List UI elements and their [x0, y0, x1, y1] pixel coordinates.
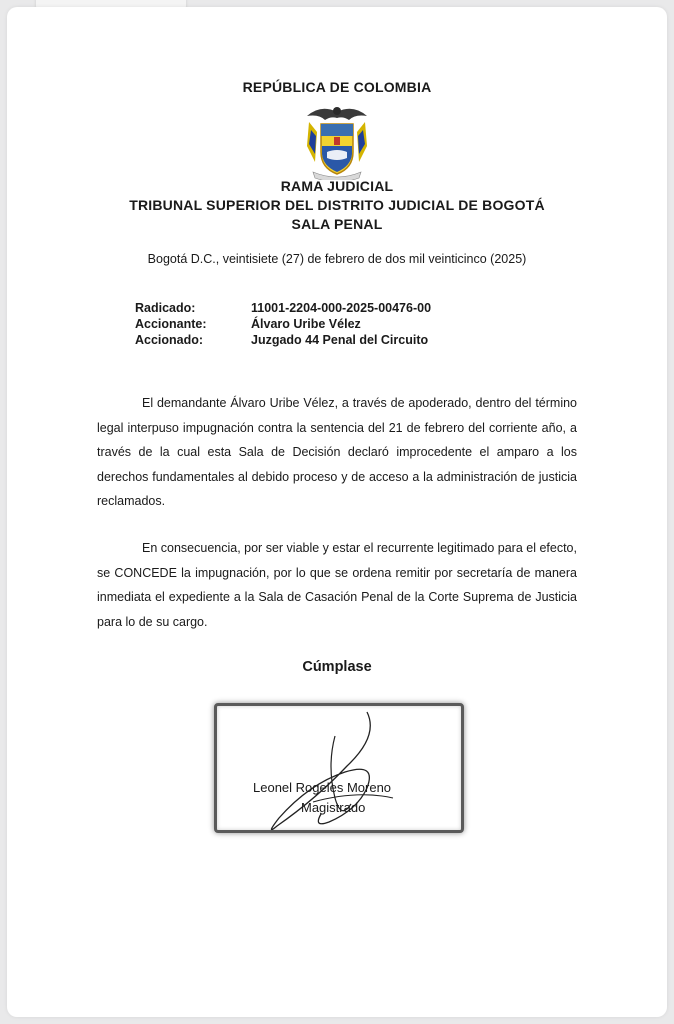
field-label: Accionado:	[135, 333, 204, 347]
closing-word: Cúmplase	[302, 659, 372, 675]
field-accionado	[135, 333, 428, 347]
field-accionante	[135, 317, 361, 331]
field-value: Juzgado 44 Penal del Circuito	[251, 333, 429, 347]
field-label: Radicado:	[135, 301, 196, 315]
field-radicado	[135, 301, 431, 315]
field-label: Accionante:	[135, 317, 207, 331]
country-heading: REPÚBLICA DE COLOMBIA	[242, 79, 432, 95]
field-value: Álvaro Uribe Vélez	[251, 317, 361, 331]
colombia-coat-of-arms-icon	[303, 102, 371, 180]
signatory-name: Leonel Rogeles Moreno	[253, 780, 392, 795]
signatory-title: Magistrado	[301, 800, 366, 815]
chamber-heading: SALA PENAL	[291, 216, 383, 232]
signature-box	[214, 703, 464, 833]
branch-heading: RAMA JUDICIAL	[280, 178, 394, 194]
date-line: Bogotá D.C., veintisiete (27) de febrero de dos mil veinticinco (2025)	[147, 252, 527, 266]
body-paragraph-2: En consecuencia, por ser viable y estar el recurrente legitimado para el efecto, se CONCEDE la impugnación, por lo que se ordena remitir por secretaría de manera inmediata el expediente a la Sala de Casación Penal de la Corte Suprema de Justicia para lo de su cargo.	[97, 541, 577, 629]
body-paragraph-1: El demandante Álvaro Uribe Vélez, a través de apoderado, dentro del término legal interpuso impugnación contra la sentencia del 21 de febrero del corriente año, a través de la cual esta Sala de Decisión declaró improcedente el amparo a los derechos fundamentales al debido proceso y de acceso a la administración de justicia reclamados.	[97, 396, 577, 508]
field-value: 11001-2204-000-2025-00476-00	[251, 301, 432, 315]
court-heading: TRIBUNAL SUPERIOR DEL DISTRITO JUDICIAL DE BOGOTÁ	[129, 197, 545, 213]
document-page	[7, 7, 667, 1017]
